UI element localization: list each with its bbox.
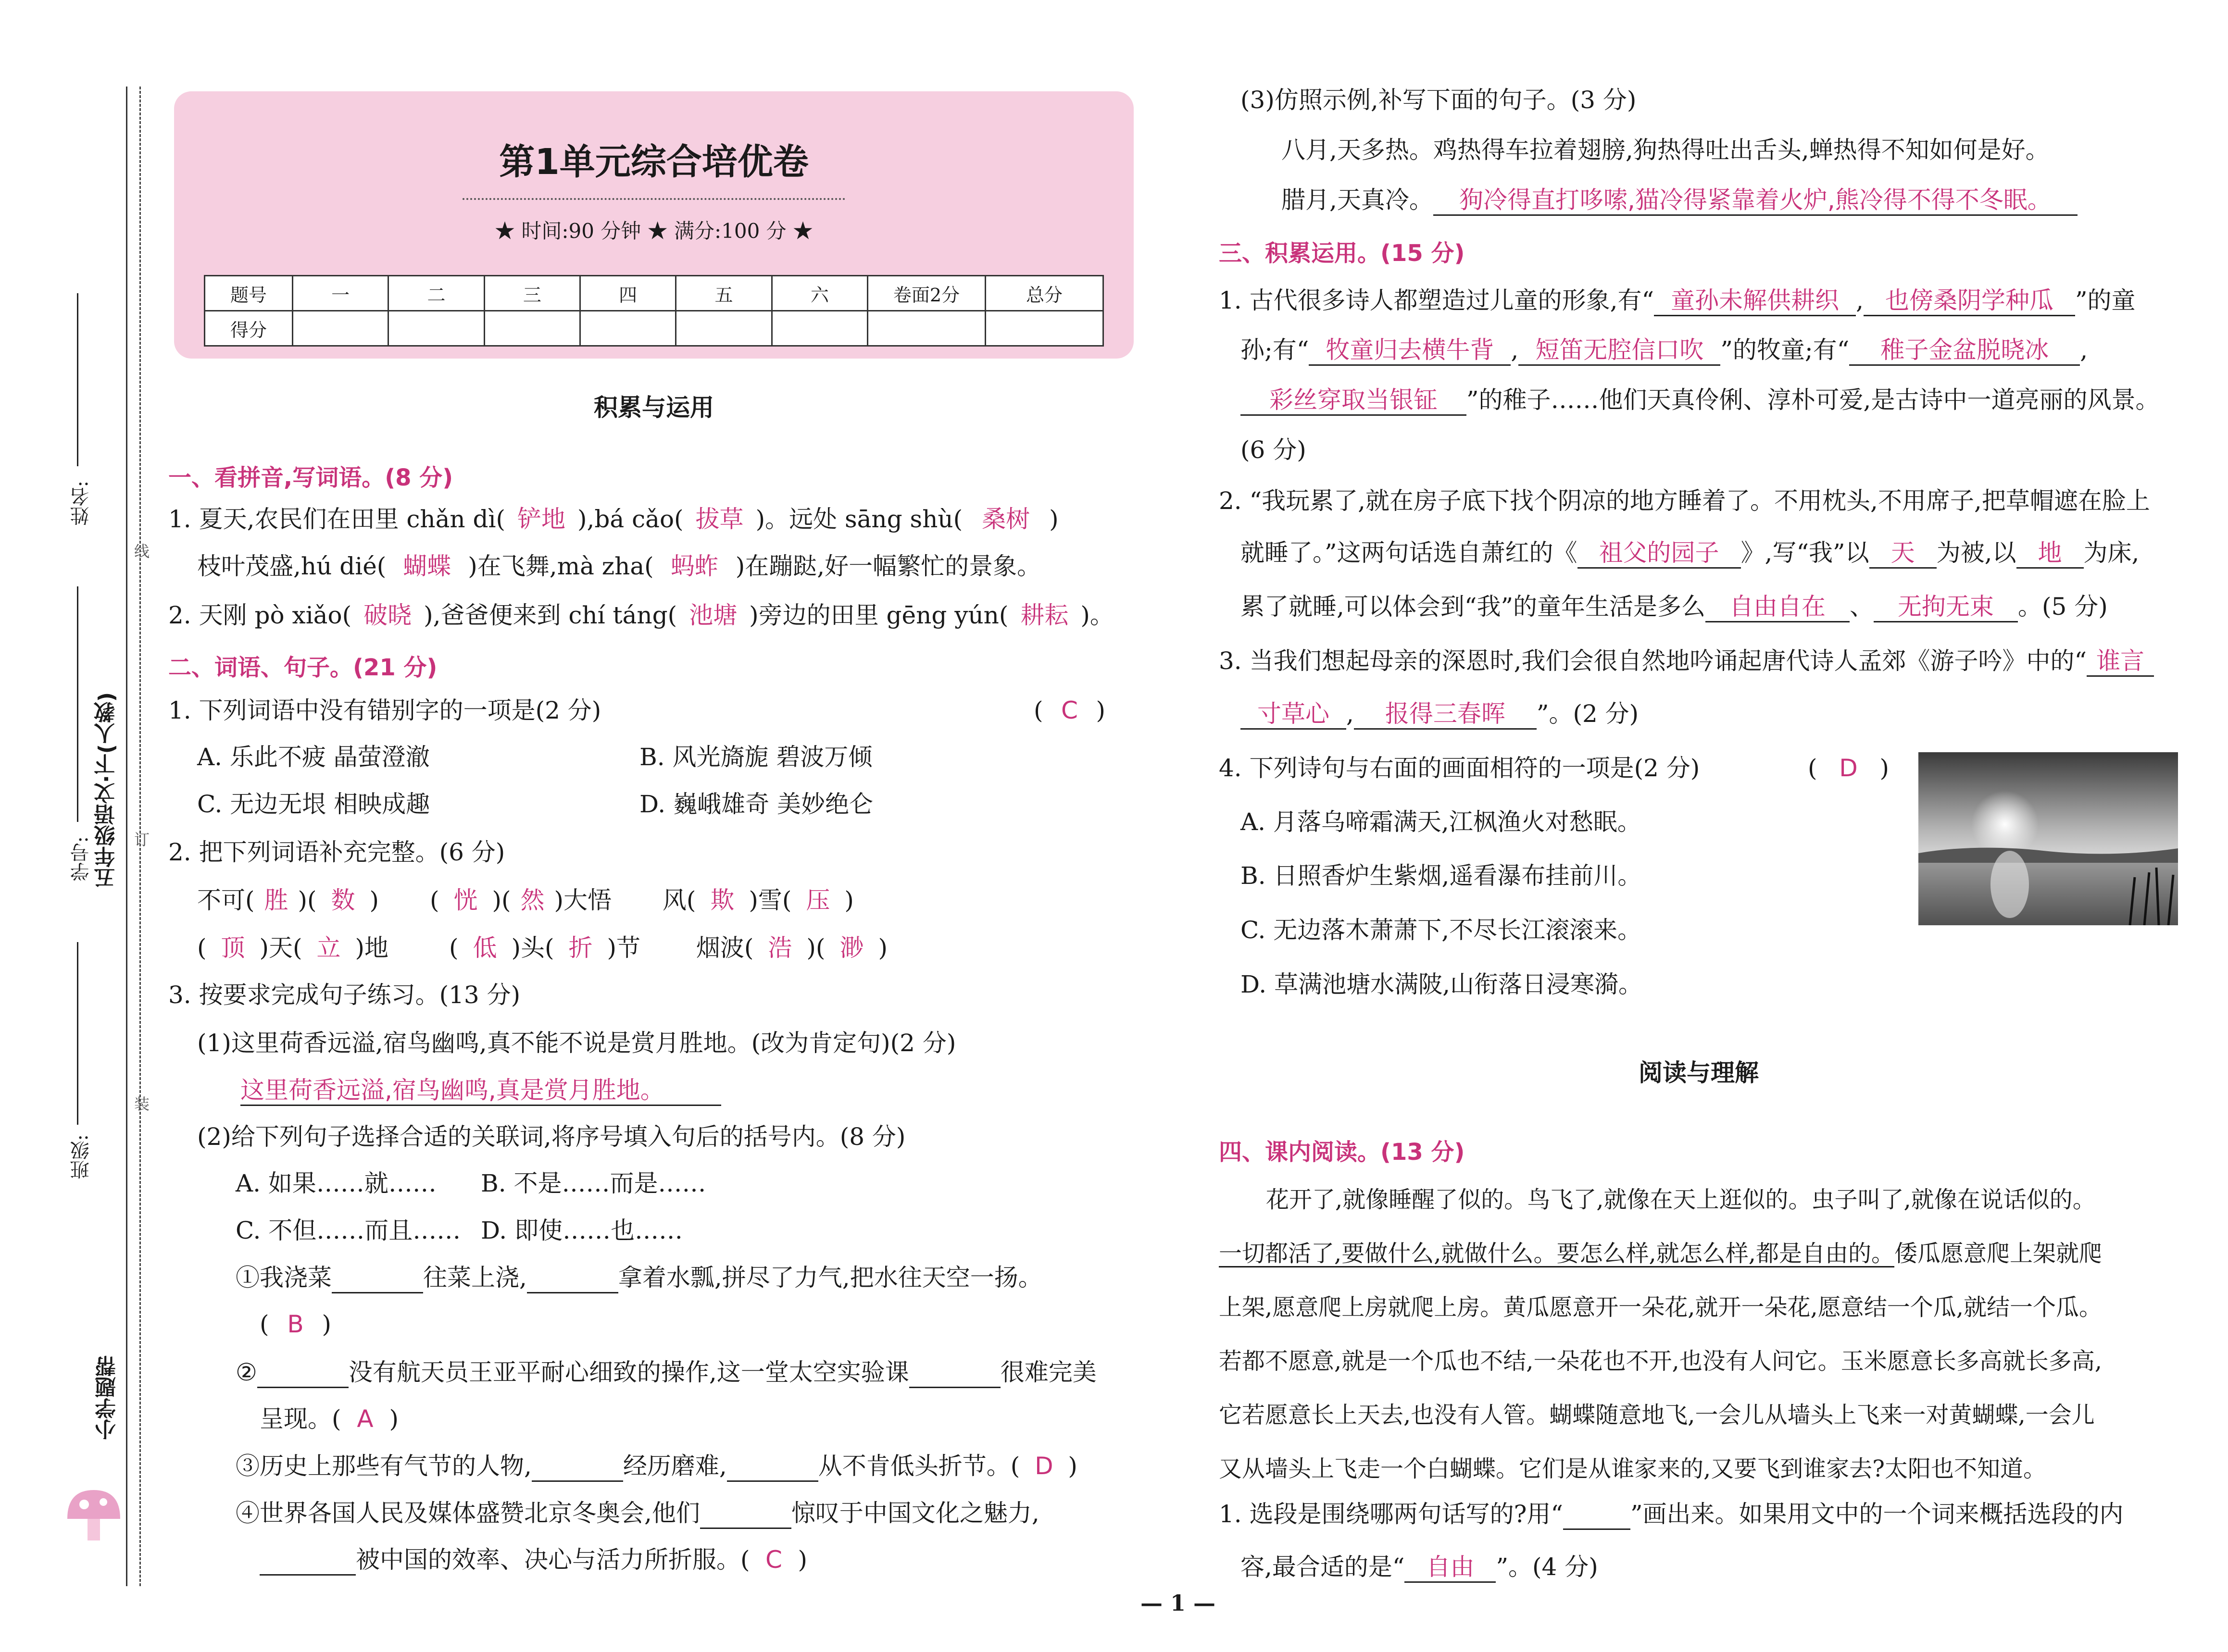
s3-q3-line2: 寸草心 , 报得三春晖 ”。(2 分) [1240, 699, 1639, 730]
s3-q2-line2: 就睡了。”这两句话选自萧红的《 祖父的园子 》,写“我”以 天 为被,以 地 为床, [1240, 538, 2139, 569]
sunset-lake-photo [1918, 752, 2178, 925]
passage-line: 一切都活了,要做什么,就做什么。要怎么样,就怎么样,都是自由的。倭瓜愿意爬上架就爬 [1219, 1240, 2103, 1267]
s2-q1-option-b: B. 风光旖旎 碧波万倾 [639, 743, 873, 771]
s2-q3-2-opt-d: D. 即使……也…… [481, 1217, 683, 1244]
s2-q1-option-c: C. 无边无垠 相映成趣 [197, 790, 430, 818]
answer: 蚂蚱 [670, 552, 719, 580]
student-id-field[interactable] [77, 586, 78, 822]
answer: 蝴蝶 [403, 552, 451, 580]
name-label: 姓名: [70, 481, 92, 526]
page-number: — 1 — [1140, 1590, 1216, 1616]
score-cell[interactable] [293, 311, 388, 346]
s4-q1-line2: 容,最合适的是“ 自由 ”。(4 分) [1240, 1553, 1598, 1583]
s3-q1-line1: 1. 古代很多诗人都塑造过儿童的形象,有“ 童孙未解供耕织 , 也傍桑阴学种瓜 ”的童 [1219, 286, 2136, 316]
s2-q1-answer-bracket: ( C ) [1034, 696, 1106, 724]
cut-label-zhuang: 装 [132, 1096, 150, 1111]
s3-q4: 4. 下列诗句与右面的画面相符的一项是(2 分) [1219, 754, 1700, 782]
s1-q1-line1: 1. 夏天,农民们在田里 chǎn dì( 铲地 ),bá cǎo( 拔草 )。远处 sāng shù( 桑树 ) [168, 505, 1059, 533]
score-header-cell: 六 [772, 276, 867, 311]
name-field[interactable] [77, 293, 78, 466]
answer: 拔草 [695, 505, 744, 533]
answer: 这里荷香远溢,宿鸟幽鸣,真是赏月胜地。 [240, 1076, 664, 1104]
student-id-label: 学号: [70, 836, 92, 882]
s2-q2-row2: ( 顶 )天( 立 )地 ( 低 )头( 折 )节 烟波( 浩 )( 渺 ) [197, 934, 888, 962]
header-box [174, 91, 1134, 359]
page-title: 第1单元综合培优卷 [499, 141, 809, 183]
passage-line: 它若愿意长上天去,也没有人管。蝴蝶随意地飞,一会儿从墙头上飞来一对黄蝴蝶,一会儿 [1219, 1402, 2095, 1428]
class-label: 班级: [70, 1134, 92, 1180]
s2-q3-1: (1)这里荷香远溢,宿鸟幽鸣,真不能不说是赏月胜地。(改为肯定句)(2 分) [197, 1029, 956, 1057]
score-cell[interactable] [388, 311, 484, 346]
mushroom-logo-icon [58, 1480, 130, 1548]
score-header-cell: 题号 [205, 276, 293, 311]
score-header-cell: 卷面2分 [868, 276, 986, 311]
score-header-cell: 四 [580, 276, 676, 311]
score-table [204, 275, 1104, 347]
s2-item-2-cont: 呈现。( A ) [260, 1405, 399, 1433]
s2-q3-2-opt-b: B. 不是……而是…… [481, 1169, 706, 1197]
s2-q3-2: (2)给下列句子选择合适的关联词,将序号填入句后的括号内。(8 分) [197, 1123, 906, 1151]
section-3-title: 三、积累运用。(15 分) [1219, 240, 1465, 267]
score-row-label: 得分 [205, 311, 293, 346]
score-cell[interactable] [676, 311, 772, 346]
answer: 桑树 [982, 505, 1030, 533]
s3-q1-line3: 彩丝穿取当银钲 ”的稚子……他们天真伶俐、淳朴可爱,是古诗中一道亮丽的风景。 [1240, 385, 2159, 416]
s2-q3-1-answer-line[interactable] [240, 1076, 721, 1106]
score-cell[interactable] [986, 311, 1103, 346]
score-header-cell: 二 [388, 276, 484, 311]
s3-q4-option-a: A. 月落乌啼霜满天,江枫渔火对愁眠。 [1240, 808, 1641, 836]
s3-q4-answer-bracket: ( D ) [1808, 754, 1890, 782]
score-cell[interactable] [772, 311, 867, 346]
s3-q4-option-d: D. 草满池塘水满陂,山衔落日浸寒漪。 [1240, 970, 1642, 998]
s2-q3-3-example: 八月,天多热。鸡热得车拉着翅膀,狗热得吐出舌头,蝉热得不知如何是好。 [1281, 136, 2050, 164]
s2-item-1-answer: ( B ) [260, 1310, 332, 1338]
section-heading-reading: 阅读与理解 [1639, 1059, 1759, 1087]
score-header-cell: 总分 [986, 276, 1103, 311]
s2-q1-option-a: A. 乐此不疲 晶萤澄澈 [197, 743, 430, 771]
answer: 耕耘 [1020, 601, 1069, 629]
section-2-title: 二、词语、句子。(21 分) [168, 654, 438, 681]
section-1-title: 一、看拼音,写词语。(8 分) [168, 464, 453, 491]
passage-line: 花开了,就像睡醒了似的。鸟飞了,就像在天上逛似的。虫子叫了,就像在说话似的。 [1266, 1186, 2096, 1213]
score-cell[interactable] [580, 311, 676, 346]
reading-passage [1219, 1173, 2180, 1496]
s3-q2-line3: 累了就睡,可以体会到“我”的童年生活是多么 自由自在 、 无拘无束 。(5 分) [1240, 592, 2108, 622]
answer: 破晓 [363, 601, 412, 629]
cut-label-xian: 线 [132, 543, 150, 559]
book-title: 五年级语文·下(人教) [94, 692, 119, 889]
s3-q1-line2: 孙;有“ 牧童归去横牛背 , 短笛无腔信口吹 ”的牧童;有“ 稚子金盆脱晓冰 , [1240, 335, 2088, 366]
s2-item-4: ④世界各国人民及媒体盛赞北京冬奥会,他们 惊叹于中国文化之魅力, [236, 1499, 1039, 1529]
s2-item-2: ② 没有航天员王亚平耐心细致的操作,这一堂太空实验课 很难完美 [236, 1358, 1097, 1388]
s2-item-3: ③历史上那些有气节的人物, 经历磨难, 从不肯低头折节。( D ) [236, 1452, 1077, 1482]
exam-meta: ★ 时间:90 分钟 ★ 满分:100 分 ★ [494, 219, 813, 243]
s2-q3-3: (3)仿照示例,补写下面的句子。(3 分) [1240, 86, 1637, 114]
s2-q3-2-opt-c: C. 不但……而且…… [236, 1217, 461, 1244]
answer: 狗冷得直打哆嗦,猫冷得紧靠着火炉,熊冷得不得不冬眠。 [1433, 186, 2078, 216]
s2-q1: 1. 下列词语中没有错别字的一项是(2 分) [168, 696, 601, 724]
passage-line: 若都不愿意,就是一个瓜也不结,一朵花也不开,也没有人问它。玉米愿意长多高就长多高, [1219, 1348, 2103, 1375]
answer: 铲地 [517, 505, 566, 533]
s1-q1-line2: 枝叶茂盛,hú dié( 蝴蝶 )在飞舞,mà zha( 蚂蚱 )在蹦跶,好一幅繁忙的景象。 [197, 552, 1041, 580]
score-header-cell: 一 [293, 276, 388, 311]
binding-line-outer [126, 87, 127, 1586]
underlined-key-sentence: 一切都活了,要做什么,就做什么。要怎么样,就怎么样,都是自由的。 [1219, 1240, 1895, 1267]
s4-q1-line1: 1. 选段是围绕哪两句话写的?用“ ”画出来。如果用文中的一个词来概括选段的内 [1219, 1500, 2124, 1530]
s3-q4-option-c: C. 无边落木萧萧下,不尽长江滚滚来。 [1240, 916, 1642, 944]
score-cell[interactable] [484, 311, 580, 346]
s3-q4-option-b: B. 日照香炉生紫烟,遥看瀑布挂前川。 [1240, 862, 1642, 890]
s2-q3: 3. 按要求完成句子练习。(13 分) [168, 981, 521, 1009]
class-field[interactable] [77, 942, 78, 1125]
passage-line: 又从墙头上飞走一个白蝴蝶。它们是从谁家来的,又要飞到谁家去?太阳也不知道。 [1219, 1455, 2046, 1482]
passage-line: 上架,愿意爬上房就爬上房。黄瓜愿意开一朵花,就开一朵花,愿意结一个瓜,就结一个瓜。 [1219, 1294, 2103, 1321]
score-header-cell: 三 [484, 276, 580, 311]
section-heading-accumulation: 积累与运用 [594, 394, 714, 422]
score-header-cell: 五 [676, 276, 772, 311]
title-divider [463, 198, 845, 200]
s3-q2-line1: 2. “我玩累了,就在房子底下找个阴凉的地方睡着了。不用枕头,不用席子,把草帽遮在脸上 [1219, 487, 2150, 515]
s2-q2: 2. 把下列词语补充完整。(6 分) [168, 838, 505, 866]
score-cell[interactable] [868, 311, 986, 346]
s2-q3-3-line: 腊月,天真冷。 狗冷得直打哆嗦,猫冷得紧靠着火炉,熊冷得不得不冬眠。 [1281, 186, 2078, 216]
s2-q1-option-d: D. 巍峨雄奇 美妙绝仑 [639, 790, 873, 818]
section-4-title: 四、课内阅读。(13 分) [1219, 1139, 1465, 1166]
s2-q2-row1: 不可( 胜 )( 数 ) ( 恍 )( 然 )大悟 风( 欺 )雪( 压 ) [197, 886, 854, 914]
s3-q1-score: (6 分) [1240, 436, 1306, 464]
cut-label-ding: 订 [132, 832, 150, 847]
s3-q3-line1: 3. 当我们想起母亲的深恩时,我们会很自然地吟诵起唐代诗人孟郊《游子吟》中的“ 谁言 [1219, 646, 2154, 677]
brand-label: 小学题帮 [95, 1355, 120, 1440]
s2-item-1: ①我浇菜 往菜上浇, 拿着水瓢,拼尽了力气,把水往天空一扬。 [236, 1263, 1042, 1293]
s2-q3-2-opt-a: A. 如果……就…… [236, 1169, 437, 1197]
s1-q2: 2. 天刚 pò xiǎo( 破晓 ),爸爸便来到 chí táng( 池塘 )旁边的田里 gēng yún( 耕耘 )。 [168, 601, 1114, 629]
s2-item-4-cont: 被中国的效率、决心与活力所折服。( C ) [260, 1545, 807, 1576]
answer: 池塘 [689, 601, 738, 629]
